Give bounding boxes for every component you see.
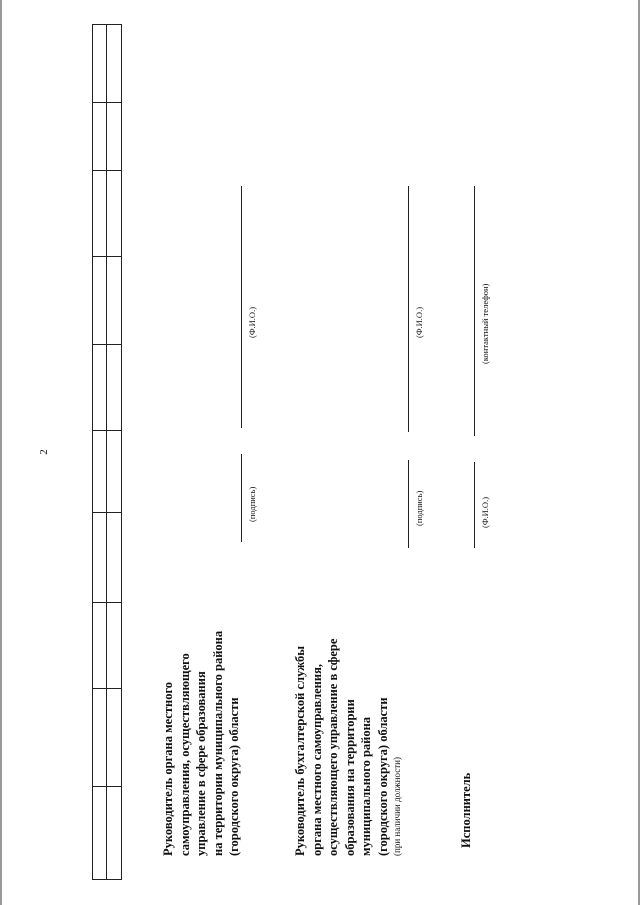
signature-2-name-line — [408, 186, 409, 432]
executor-phone-line — [474, 186, 475, 436]
signature-1-sign-line — [241, 454, 242, 542]
signature-1-title: Руководитель органа местного самоуправления, осуществляющего управление в сфере образования на территории муниципального района (городского округа) области — [161, 630, 241, 856]
table-fragment — [92, 24, 122, 880]
scan-edge-left — [0, 0, 2, 905]
executor-name-line — [474, 462, 475, 548]
signature-1-name-line — [241, 186, 242, 428]
signature-2-name-caption: (Ф.И.О.) — [414, 306, 424, 338]
page-number: 2 — [38, 449, 50, 455]
signature-2-block: Руководитель бухгалтерской службы органа местного самоуправления, осуществляющего управление в сфере образования на территории муниципального района (городского округа) области (при наличии должности) — [292, 526, 403, 856]
executor-name-caption: (Ф.И.О.) — [480, 496, 490, 528]
signature-1-name-caption: (Ф.И.О.) — [247, 306, 257, 338]
executor-phone-caption: (контактный телефон) — [480, 283, 490, 364]
signature-1-sign-caption: (подпись) — [247, 486, 257, 522]
signature-2-note: (при наличии должности) — [392, 757, 402, 856]
executor-label: Исполнитель — [459, 772, 473, 848]
signature-2-sign-line — [408, 460, 409, 548]
signature-2-sign-caption: (подпись) — [414, 490, 424, 526]
